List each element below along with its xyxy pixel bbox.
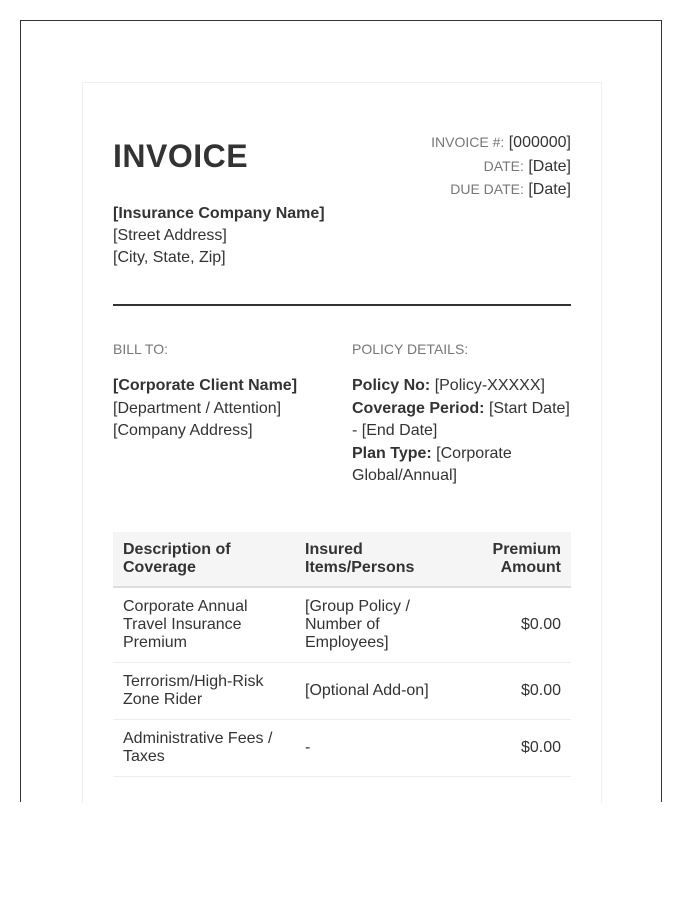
row-insured: [Optional Add-on] [295,663,463,720]
plan-type-value: [Corporate Global/Annual] [352,444,512,484]
coverage-period-row [352,398,577,443]
header-premium: Premium Amount [463,532,571,587]
client-department: [Department / Attention] [113,399,282,417]
table-row [113,663,571,720]
client-name: [Corporate Client Name] [113,377,298,394]
invoice-due-label: DUE DATE: [450,181,524,197]
policy-number-value: [Policy-XXXXX] [434,377,545,394]
company-block [113,203,325,269]
row-premium: $0.00 [463,663,571,720]
coverage-period-value: [Start Date] - [End Date] [352,399,570,439]
row-description: Corporate Annual Travel Insurance Premium [113,587,295,663]
row-insured: [Group Policy / Number of Employees] [295,587,463,663]
invoice-date-row [431,155,571,179]
row-description: Terrorism/High-Risk Zone Rider [113,663,295,720]
client-address: [Company Address] [113,422,253,439]
policy-block [352,375,577,488]
row-description: Administrative Fees / Taxes [113,720,295,777]
invoice-due-value: [Date] [528,181,571,198]
coverage-table [113,532,571,777]
header-insured: Insured Items/Persons [295,532,463,587]
document-page [20,20,662,802]
header-description: Description of Coverage [113,532,295,587]
plan-type-key: Plan Type: [352,444,432,462]
invoice-date-value: [Date] [528,157,571,175]
invoice-meta [431,131,571,202]
bill-to-block [113,375,333,443]
invoice-number-row [431,131,571,155]
header-divider [113,304,571,306]
invoice-number-label: INVOICE #: [431,134,505,150]
invoice-number-value: [000000] [508,134,571,151]
row-insured: - [295,720,463,777]
company-city: [City, State, Zip] [113,249,226,266]
policy-details-label: POLICY DETAILS: [352,341,469,357]
bill-to-label: BILL TO: [113,341,168,357]
row-premium: $0.00 [463,720,571,777]
table-row [113,587,571,663]
coverage-period-key: Coverage Period: [352,399,485,417]
invoice-card [82,82,602,803]
invoice-title: INVOICE [113,138,249,174]
invoice-date-label: DATE: [483,157,524,174]
policy-number-row [352,375,577,398]
company-street: [Street Address] [113,227,227,244]
table-header-row [113,532,571,587]
company-name: [Insurance Company Name] [113,205,325,222]
invoice-due-row [431,178,571,202]
plan-type-row [352,443,577,488]
policy-number-key: Policy No: [352,377,431,394]
table-row [113,720,571,777]
row-premium: $0.00 [463,587,571,663]
